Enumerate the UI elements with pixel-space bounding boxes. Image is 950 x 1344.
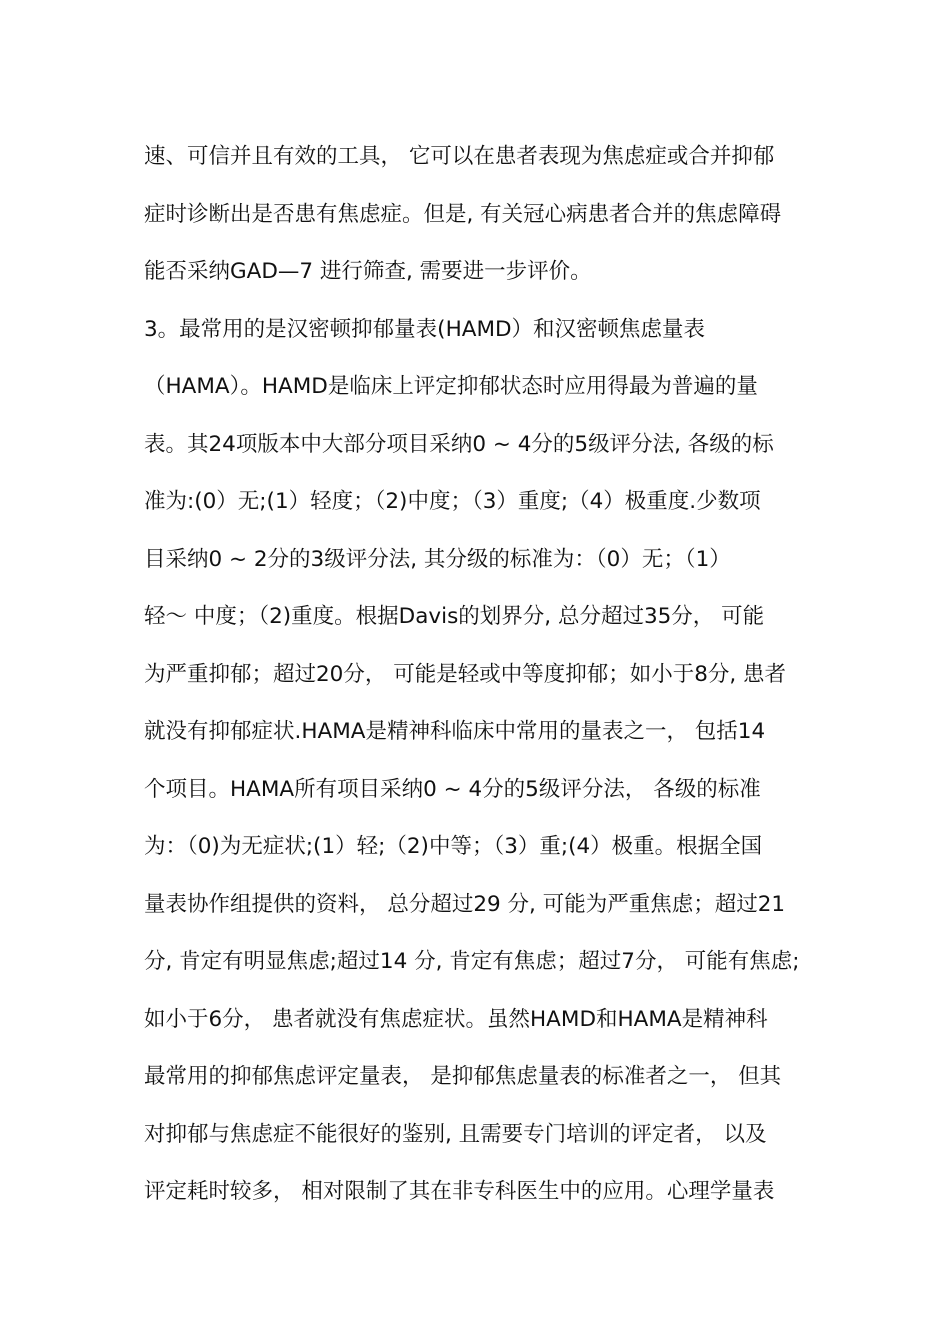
text-line: 轻～ 中度；（2)重度。根据Davis的划界分, 总分超过35分， 可能 [144, 604, 765, 629]
text-line: 量表协作组提供的资料， 总分超过29 分, 可能为严重焦虑；超过21 [144, 891, 786, 917]
text-line: 对抑郁与焦虑症不能很好的鉴别, 且需要专门培训的评定者， 以及 [144, 1121, 767, 1147]
text-line: 目采纳0 ~ 2分的3级评分法, 其分级的标准为：（0）无；（1） [144, 546, 731, 572]
text-line: 为严重抑郁；超过20分， 可能是轻或中等度抑郁；如小于8分, 患者 [144, 661, 787, 687]
text-line: 如小于6分， 患者就没有焦虑症状。虽然HAMD和HAMA是精神科 [144, 1006, 768, 1032]
text-line: 准为:(0）无;(1）轻度；（2)中度；（3）重度;（4）极重度.少数项 [144, 489, 761, 514]
text-line: 3。最常用的是汉密顿抑郁量表(HAMD）和汉密顿焦虑量表 [144, 316, 706, 342]
text-line: 表。其24项版本中大部分项目采纳0 ~ 4分的5级评分法, 各级的标 [144, 431, 774, 457]
text-line: 速、可信并且有效的工具， 它可以在患者表现为焦虑症或合并抑郁 [144, 144, 775, 169]
text-line: （HAMA）。HAMD是临床上评定抑郁状态时应用得最为普遍的量 [144, 374, 758, 399]
text-line: 评定耗时较多， 相对限制了其在非专科医生中的应用。心理学量表 [144, 1179, 775, 1204]
text-line: 最常用的抑郁焦虑评定量表， 是抑郁焦虑量表的标准者之一， 但其 [144, 1064, 782, 1089]
text-line: 分, 肯定有明显焦虑;超过14 分, 肯定有焦虑；超过7分， 可能有焦虑; [144, 949, 800, 974]
text-line: 症时诊断出是否患有焦虑症。但是, 有关冠心病患者合并的焦虑障碍 [144, 201, 782, 227]
body-text [144, 128, 834, 1221]
text-line: 为：（0)为无症状;(1）轻;（2)中等；（3）重;(4）极重。根据全国 [144, 834, 763, 859]
text-line: 能否采纳GAD—7 进行筛查, 需要进一步评价。 [144, 259, 592, 284]
text-line: 就没有抑郁症状.HAMA是精神科临床中常用的量表之一， 包括14 [144, 719, 766, 744]
text-line: 个项目。HAMA所有项目采纳0 ~ 4分的5级评分法， 各级的标准 [144, 776, 761, 802]
